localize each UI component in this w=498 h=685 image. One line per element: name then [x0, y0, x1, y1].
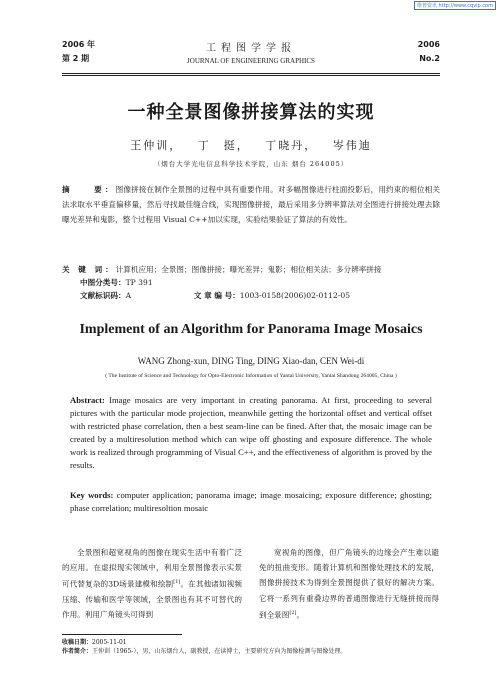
clc-line	[80, 276, 153, 289]
affiliation: （烟台大学光电信息科学技术学院，山东 烟台 264005）	[153, 160, 349, 168]
keywords-cn-label: 关 键 词：	[62, 265, 116, 274]
journal-name-en: JOURNAL OF ENGINEERING GRAPHICS	[187, 57, 315, 65]
author-4: 岑伟迪	[332, 139, 372, 152]
paper-title: 一种全景图像拼接算法的实现	[127, 102, 375, 123]
watermark: 维普资讯 http://www.cqvip.com	[414, 1, 496, 10]
header-year: 2006 年	[62, 40, 96, 49]
clc-value: TP 391	[125, 278, 153, 287]
abstract-cn	[62, 182, 440, 227]
header-year-right: 2006	[417, 40, 440, 49]
article-no-value: 1003-0158(2006)02-0112-05	[239, 291, 351, 300]
abstract-en-text: Image mosaics are very important in creating panorama. At first, proceeding to several pictures with the particular mode projection, meanwhile getting the horizontal offset and vertical offset with restricted phase correlation, then a best seam-line can be fined. After that, the mosaic image can be created by a multiresolution method which can wipe off ghosting and exposure difference. The whole work is realized through programming of Visual C++, and the effectiveness of algorithm is proved by the results.	[70, 395, 432, 470]
author-bio: 王仲训（1965-），男，山东烟台人，副教授，在读博士，主要研究方向为图像检测与图像处理。	[92, 648, 347, 655]
paper-title-en: Implement of an Algorithm for Panorama Image Mosaics	[79, 322, 423, 337]
abstract-cn-label: 摘 要：	[62, 185, 116, 194]
abstract-en	[70, 394, 432, 472]
author-list	[62, 137, 440, 153]
body-column-right	[259, 545, 439, 623]
body-right-tail: 。	[296, 610, 305, 620]
footnote	[62, 638, 442, 656]
journal-name-cn: 工程图学学报	[206, 43, 296, 54]
keywords-en-label: Key words:	[70, 490, 114, 500]
keywords-en	[70, 489, 432, 515]
footnote-rule	[62, 634, 182, 635]
author-bio-line	[62, 647, 442, 656]
doc-code-label: 文献标识码：	[80, 291, 126, 300]
header-rule-thin	[62, 75, 440, 76]
header-center	[62, 39, 440, 65]
header-issue-right: No.2	[419, 54, 440, 63]
received-line	[62, 638, 442, 647]
keywords-en-text: computer application; panorama image; image mosaicing; exposure difference; ghosting; phase correlation; multiresoltion mosaic	[70, 490, 433, 513]
journal-header	[62, 38, 440, 72]
doc-code-line	[80, 289, 350, 302]
authors-en: WANG Zhong-xun, DING Ting, DING Xiao-dan, CEN Wei-di	[137, 356, 365, 366]
doc-code-value: A	[125, 291, 132, 300]
affiliation-en: ( The Institute of Science and Technology for Opto-Electronic Information of Yantai University, Yantai Shandong 264005, China )	[105, 373, 397, 379]
header-issue: 第 2 期	[62, 54, 90, 63]
author-bio-label: 作者简介：	[62, 648, 93, 655]
body-right-text: 宽视角的图像，但广角镜头的边缘会产生难以避免的扭曲变形。随着计算机和图像处理技术的发展，图像拼接技术为得到全景图提供了很好的解决方案。它将一系列有重叠边界的普通图像进行无缝拼接而得到全景图	[259, 548, 439, 620]
abstract-cn-text: 图像拼接在制作全景图的过程中具有重要作用。对多幅图像进行柱面投影后，用约束的相位相关法求取水平垂直偏移量，然后寻找最佳缝合线，实现图像拼接，最后采用多分辨率算法对全图进行拼接处理去除曝光差异和鬼影，整个过程用 Visual C++加以实现，实验结果验证了算法的有效性。	[62, 185, 441, 224]
header-rule	[62, 73, 440, 74]
keywords-cn	[62, 262, 440, 277]
clc-label: 中图分类号：	[80, 278, 126, 287]
body-left-text: 全景图和超宽视角的图像在现实生活中有着广泛的应用。在虚拟现实领域中，利用全景图像表示实景可代替复杂的3D场景建模和绘制	[62, 548, 242, 589]
body-left-tail: 。在其他诸如视频压缩、传输和医学等领域，全景图也有其不可替代的作用。利用广角镜头可得到	[62, 579, 243, 620]
author-3: 丁晓丹，	[265, 139, 318, 152]
abstract-en-label: Abstract:	[70, 395, 105, 405]
article-no-label: 文 章 编 号：	[193, 291, 240, 300]
ref-2[interactable]: [2]	[289, 609, 297, 616]
received-date: 2005-11-01	[92, 639, 127, 646]
received-label: 收稿日期：	[62, 639, 93, 646]
header-right	[418, 38, 440, 66]
ref-1[interactable]: [1]	[173, 579, 181, 586]
keywords-cn-text: 计算机应用；全景图；图像拼接；曝光差异；鬼影；相位相关法；多分辨率拼接	[115, 265, 382, 274]
author-2: 丁 挺，	[197, 139, 250, 152]
author-1: 王仲训，	[130, 139, 183, 152]
body-column-left	[62, 545, 242, 623]
